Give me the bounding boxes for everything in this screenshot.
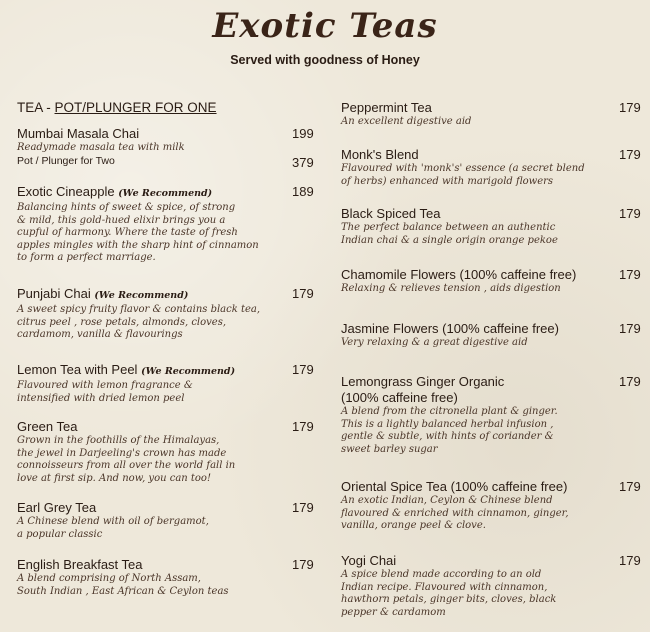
item-name: Yogi Chai: [341, 553, 397, 568]
item-name: Chamomile Flowers (100% caffeine free): [341, 267, 577, 282]
item-price: 179: [292, 286, 314, 301]
menu-item-chamomile-flowers: [341, 267, 641, 296]
item-description: A spice blend made according to an old Indian recipe. Flavoured with cinnamon, hawthorn petals, ginger bits, cloves, black pepper & cardamom: [341, 569, 557, 618]
item-name: English Breakfast Tea: [17, 557, 143, 572]
menu-item-mumbai-masala-chai: [17, 126, 317, 155]
menu-item-lemon-tea-with-peel: [17, 362, 317, 405]
pot-for-two-label: Pot / Plunger for Two: [17, 155, 115, 167]
item-price: 179: [619, 321, 641, 336]
item-price: 199: [292, 126, 314, 141]
item-name: Black Spiced Tea: [341, 206, 441, 221]
item-description: An exotic Indian, Ceylon & Chinese blend flavoured & enriched with cinnamon, ginger, vanilla, orange peel & clove.: [341, 495, 569, 531]
item-price: 179: [619, 479, 641, 494]
item-name: Lemongrass Ginger Organic (100% caffeine free): [341, 374, 505, 405]
recommend-tag: (We Recommend): [141, 366, 236, 377]
item-description: A blend comprising of North Assam, South Indian , East African & Ceylon teas: [17, 573, 229, 597]
item-description: A blend from the citronella plant & ginger. This is a lightly balanced herbal infusion , gentle & subtle, with hints of coriander & sweet barley sugar: [341, 406, 558, 455]
item-name: Lemon Tea with Peel: [17, 362, 138, 377]
menu-item-earl-grey-tea: [17, 500, 317, 541]
menu-item-green-tea: [17, 419, 317, 485]
item-name: Exotic Cineapple: [17, 184, 115, 199]
menu-item-punjabi-chai: [17, 286, 317, 342]
item-name: Jasmine Flowers (100% caffeine free): [341, 321, 559, 336]
item-name: Punjabi Chai: [17, 286, 91, 301]
recommend-tag: (We Recommend): [118, 188, 213, 199]
item-description: Very relaxing & a great digestive aid: [341, 337, 528, 348]
item-name: Green Tea: [17, 419, 78, 434]
section-heading: [17, 100, 217, 115]
menu-item-oriental-spice-tea: [341, 479, 641, 533]
item-description: Grown in the foothills of the Himalayas, the jewel in Darjeeling's crown has made connoisseurs from all over the world fall in love at first sip. And now, you can too!: [17, 435, 236, 484]
item-price: 179: [619, 374, 641, 389]
item-price: 179: [292, 362, 314, 377]
item-name: Peppermint Tea: [341, 100, 432, 115]
item-name: Monk's Blend: [341, 147, 419, 162]
recommend-tag: (We Recommend): [94, 290, 189, 301]
item-price: 179: [292, 419, 314, 434]
page-title: Exotic Teas: [212, 6, 438, 46]
page-subtitle: Served with goodness of Honey: [230, 53, 420, 67]
menu-item-yogi-chai: [341, 553, 641, 619]
section-heading-prefix: TEA -: [17, 100, 55, 115]
menu-item-english-breakfast-tea: [17, 557, 317, 598]
item-name: Oriental Spice Tea (100% caffeine free): [341, 479, 568, 494]
item-name: Mumbai Masala Chai: [17, 126, 140, 141]
item-price: 189: [292, 184, 314, 199]
menu-item-monks-blend: [341, 147, 641, 188]
pot-for-two-price: 379: [292, 155, 314, 170]
item-description: A Chinese blend with oil of bergamot, a popular classic: [17, 516, 209, 540]
item-description: Relaxing & relieves tension , aids digestion: [341, 283, 561, 294]
item-price: 179: [619, 100, 641, 115]
item-price: 179: [619, 553, 641, 568]
item-name: Earl Grey Tea: [17, 500, 97, 515]
item-description: The perfect balance between an authentic Indian chai & a single origin orange pekoe: [341, 222, 558, 246]
item-price: 179: [619, 267, 641, 282]
item-price: 179: [619, 206, 641, 221]
menu-item-exotic-cineapple: [17, 184, 317, 265]
item-description: An excellent digestive aid: [341, 116, 472, 127]
menu-item-black-spiced-tea: [341, 206, 641, 247]
item-price: 179: [619, 147, 641, 162]
section-heading-underlined: POT/PLUNGER FOR ONE: [54, 100, 217, 115]
item-price: 179: [292, 500, 314, 515]
menu-item-jasmine-flowers: [341, 321, 641, 350]
item-description: A sweet spicy fruity flavor & contains black tea, citrus peel , rose petals, almonds, cloves, cardamom, vanilla & flavourings: [17, 304, 261, 340]
menu-item-peppermint-tea: [341, 100, 641, 129]
item-description: Flavoured with 'monk's' essence (a secret blend of herbs) enhanced with marigold flowers: [341, 163, 585, 187]
item-description: Flavoured with lemon fragrance & intensified with dried lemon peel: [17, 380, 193, 404]
item-description: Balancing hints of sweet & spice, of strong & mild, this gold-hued elixir brings you a cupful of harmony. Where the taste of fresh apples mingles with the sharp hint of cinnamon to form a perfect marriage.: [17, 202, 259, 263]
item-price: 179: [292, 557, 314, 572]
menu-item-lemongrass-ginger-organic: [341, 374, 641, 456]
item-description: Readymade masala tea with milk: [17, 142, 185, 153]
